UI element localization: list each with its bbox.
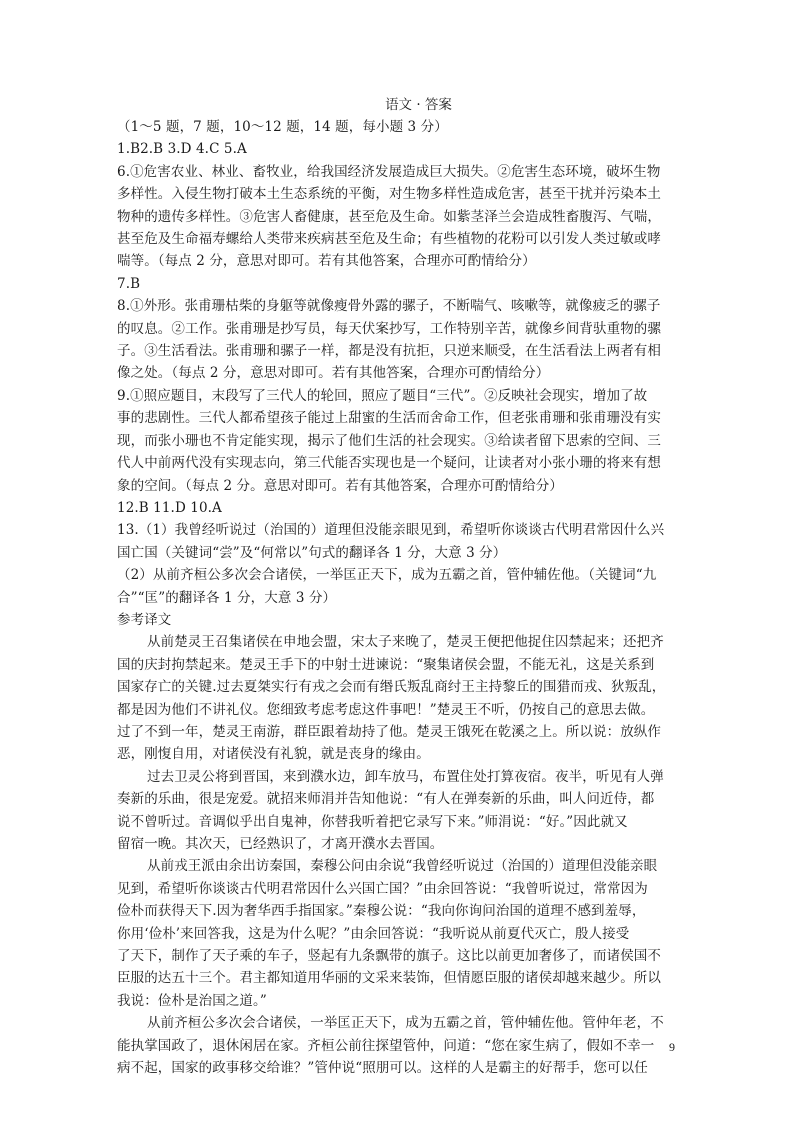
answer-line: 代人中前两代没有实现志向，第三代能否实现也是一个疑问，让读者对小张小珊的将来有想 [117,455,661,472]
paragraph-line: 从前戎王派由余出访秦国，秦穆公问由余说“我曾经听说过（治国的）道理但没能亲眼 [147,858,658,875]
paragraph-line: 都是因为他们不讲礼仪。您细致考虑考虑这件事吧！”楚灵王不听，仍按自己的意思去做。 [117,701,655,718]
answer-line: 多样性。入侵生物打破本土生态系统的平衡，对生物多样性造成危害，甚至干扰并污染本土 [117,186,661,203]
paragraph-line: 你用‘俭朴’来回答我，这是为什么呢？”由余回答说：“我听说从前夏代灭亡，殷人接受 [117,925,630,942]
answer-line: 物种的遗传多样性。③危害人畜健康，甚至危及生命。如紫茎泽兰会造成牲畜腹泻、气喘， [117,208,661,225]
answer-line: 像之处。（每点 2 分，意思对即可。若有其他答案，合理亦可酌情给分） [117,365,550,382]
answer-line: 7.B [117,275,141,292]
translation-paragraph [117,631,680,765]
answer-line: 9.①照应题目，末段写了三代人的轮回，照应了题目“三代”。②反映社会现实，增加了故 [117,387,648,404]
answer-line: 事的悲剧性。三代人都希望孩子能过上甜蜜的生活而舍命工作，但老张甫珊和张甫珊没有实 [117,410,661,427]
paragraph-line: 说不曾听过。音调似乎出自鬼神，你替我听着把它录写下来。”师涓说：“好。”因此就又 [117,813,628,830]
answer-line: 子。③生活看法。张甫珊和骡子一样，都是没有抗拒，只逆来顺受，在生活看法上两者有相 [117,343,661,360]
paragraph-line: 国的庆封拘禁起来。楚灵王手下的中射士进谏说：“聚集诸侯会盟，不能无礼，这是关系到 [117,656,655,673]
translation-paragraph [117,766,680,856]
paragraph-line: 俭朴而获得天下.因为奢华西手指国家。”秦穆公说：“我向你询问治国的道理不感到羞辱， [117,903,646,920]
paragraph-line: 病不起，国家的政事移交给谁？”管仲说“照朋可以。这样的人是霸主的好帮手，您可以任 [117,1060,648,1077]
document-body [117,94,680,1079]
paragraph-line: 了天下，制作了天子乘的车子，竖起有九条飘带的旗子。这比以前更加奢侈了，而诸侯国不 [117,948,661,965]
paragraph-line: 奏新的乐曲，很是宠爱。就招来师涓并告知他说：“有人在弹奏新的乐曲，叫人问近侍，都 [117,791,655,808]
answer-line: 国亡国（关键词“尝”及“何常以”句式的翻译各 1 分，大意 3 分） [117,544,507,561]
paragraph-line: 从前齐桓公多次会合诸侯，一举匡正天下，成为五霸之首，管仲辅佐他。管仲年老，不 [147,1015,664,1032]
answer-line: 喘等。（每点 2 分，意思对即可。若有其他答案，合理亦可酌情给分） [117,253,536,270]
answer-line: 12.B 11.D 10.A [117,499,222,516]
answer-line: 的叹息。②工作。张甫珊是抄写员，每天伏案抄写，工作特别辛苦，就像乡间背驮重物的骡 [117,320,661,337]
answer-line: 现，而张小珊也不肯定能实现，揭示了他们生活的社会现实。③给读者留下思索的空间、三 [117,432,661,449]
paragraph-line: 国家存亡的关键.过去夏桀实行有戎之会而有缗氏叛乱商纣王主持黎丘的围猎而戎、狄叛乱， [117,679,666,696]
answer-line: 13.（1）我曾经听说过（治国的）道理但没能亲眼见到，希望听你谈谈古代明君常因什么兴 [117,522,665,539]
answer-line: （2）从前齐桓公多次会合诸侯，一举匡正天下，成为五霸之首，管仲辅佐他。（关键词“九 [117,567,657,584]
section-heading: 参考译文 [117,611,172,628]
paragraph-line: 我说：俭朴是治国之道。” [117,992,267,1009]
translation-paragraph [117,1012,680,1079]
paragraph-line: 过去卫灵公将到晋国，来到濮水边，卸车放马，布置住处打算夜宿。夜半，听见有人弹 [147,768,664,785]
paragraph-line: 从前楚灵王召集诸侯在申地会盟，宋太子来晚了，楚灵王便把他捉住囚禁起来；还把齐 [147,634,664,651]
paragraph-line: 过了不到一年，楚灵王南游，群臣跟着劫持了他。楚灵王饿死在乾溪之上。所以说：放纵作 [117,723,661,740]
answer-line: 6.①危害农业、林业、畜牧业，给我国经济发展造成巨大损失。②危害生态环境，破坏生物 [117,163,661,180]
paragraph-line: 臣服的达五十三个。君主都知道用华丽的文采来装饰，但情愿臣服的诸侯却越来越少。所以 [117,970,661,987]
answer-line: 象的空间。（每点 2 分。意思对即可。若有其他答案，合理亦可酌情给分） [117,477,563,494]
translation-paragraph [117,855,680,1012]
page-title: 语文 · 答案 [385,97,452,113]
paragraph-line: 恶，刚愎自用，对诸侯没有礼貌，就是丧身的缘由。 [117,746,430,763]
page-number: 9 [669,1040,675,1054]
paragraph-line: 见到，希望听你谈谈古代明君常因什么兴国亡国？”由余回答说：“我曾听说过，常常因为 [117,880,648,897]
answer-line: 8.①外形。张甫珊枯柴的身躯等就像瘦骨外露的骡子，不断喘气、咳嗽等，就像疲乏的骡子 [117,298,661,315]
answer-line: 甚至危及生命福寿螺给人类带来疾病甚至危及生命；有些植物的花粉可以引发人类过敏或哮 [117,231,661,248]
answer-line: 合”“匡”的翻译各 1 分，大意 3 分） [117,589,337,606]
answer-line: 1.B2.B 3.D 4.C 5.A [117,141,247,158]
answer-note: （1～5 题，7 题，10～12 题，14 题，每小题 3 分） [117,119,448,135]
paragraph-line: 留宿一晚。其次天，已经熟识了，才离开濮水去晋国。 [117,836,444,852]
paragraph-line: 能执掌国政了，退休闲居在家。齐桓公前往探望管仲，问道：“您在家生病了，假如不幸一 [117,1037,655,1054]
